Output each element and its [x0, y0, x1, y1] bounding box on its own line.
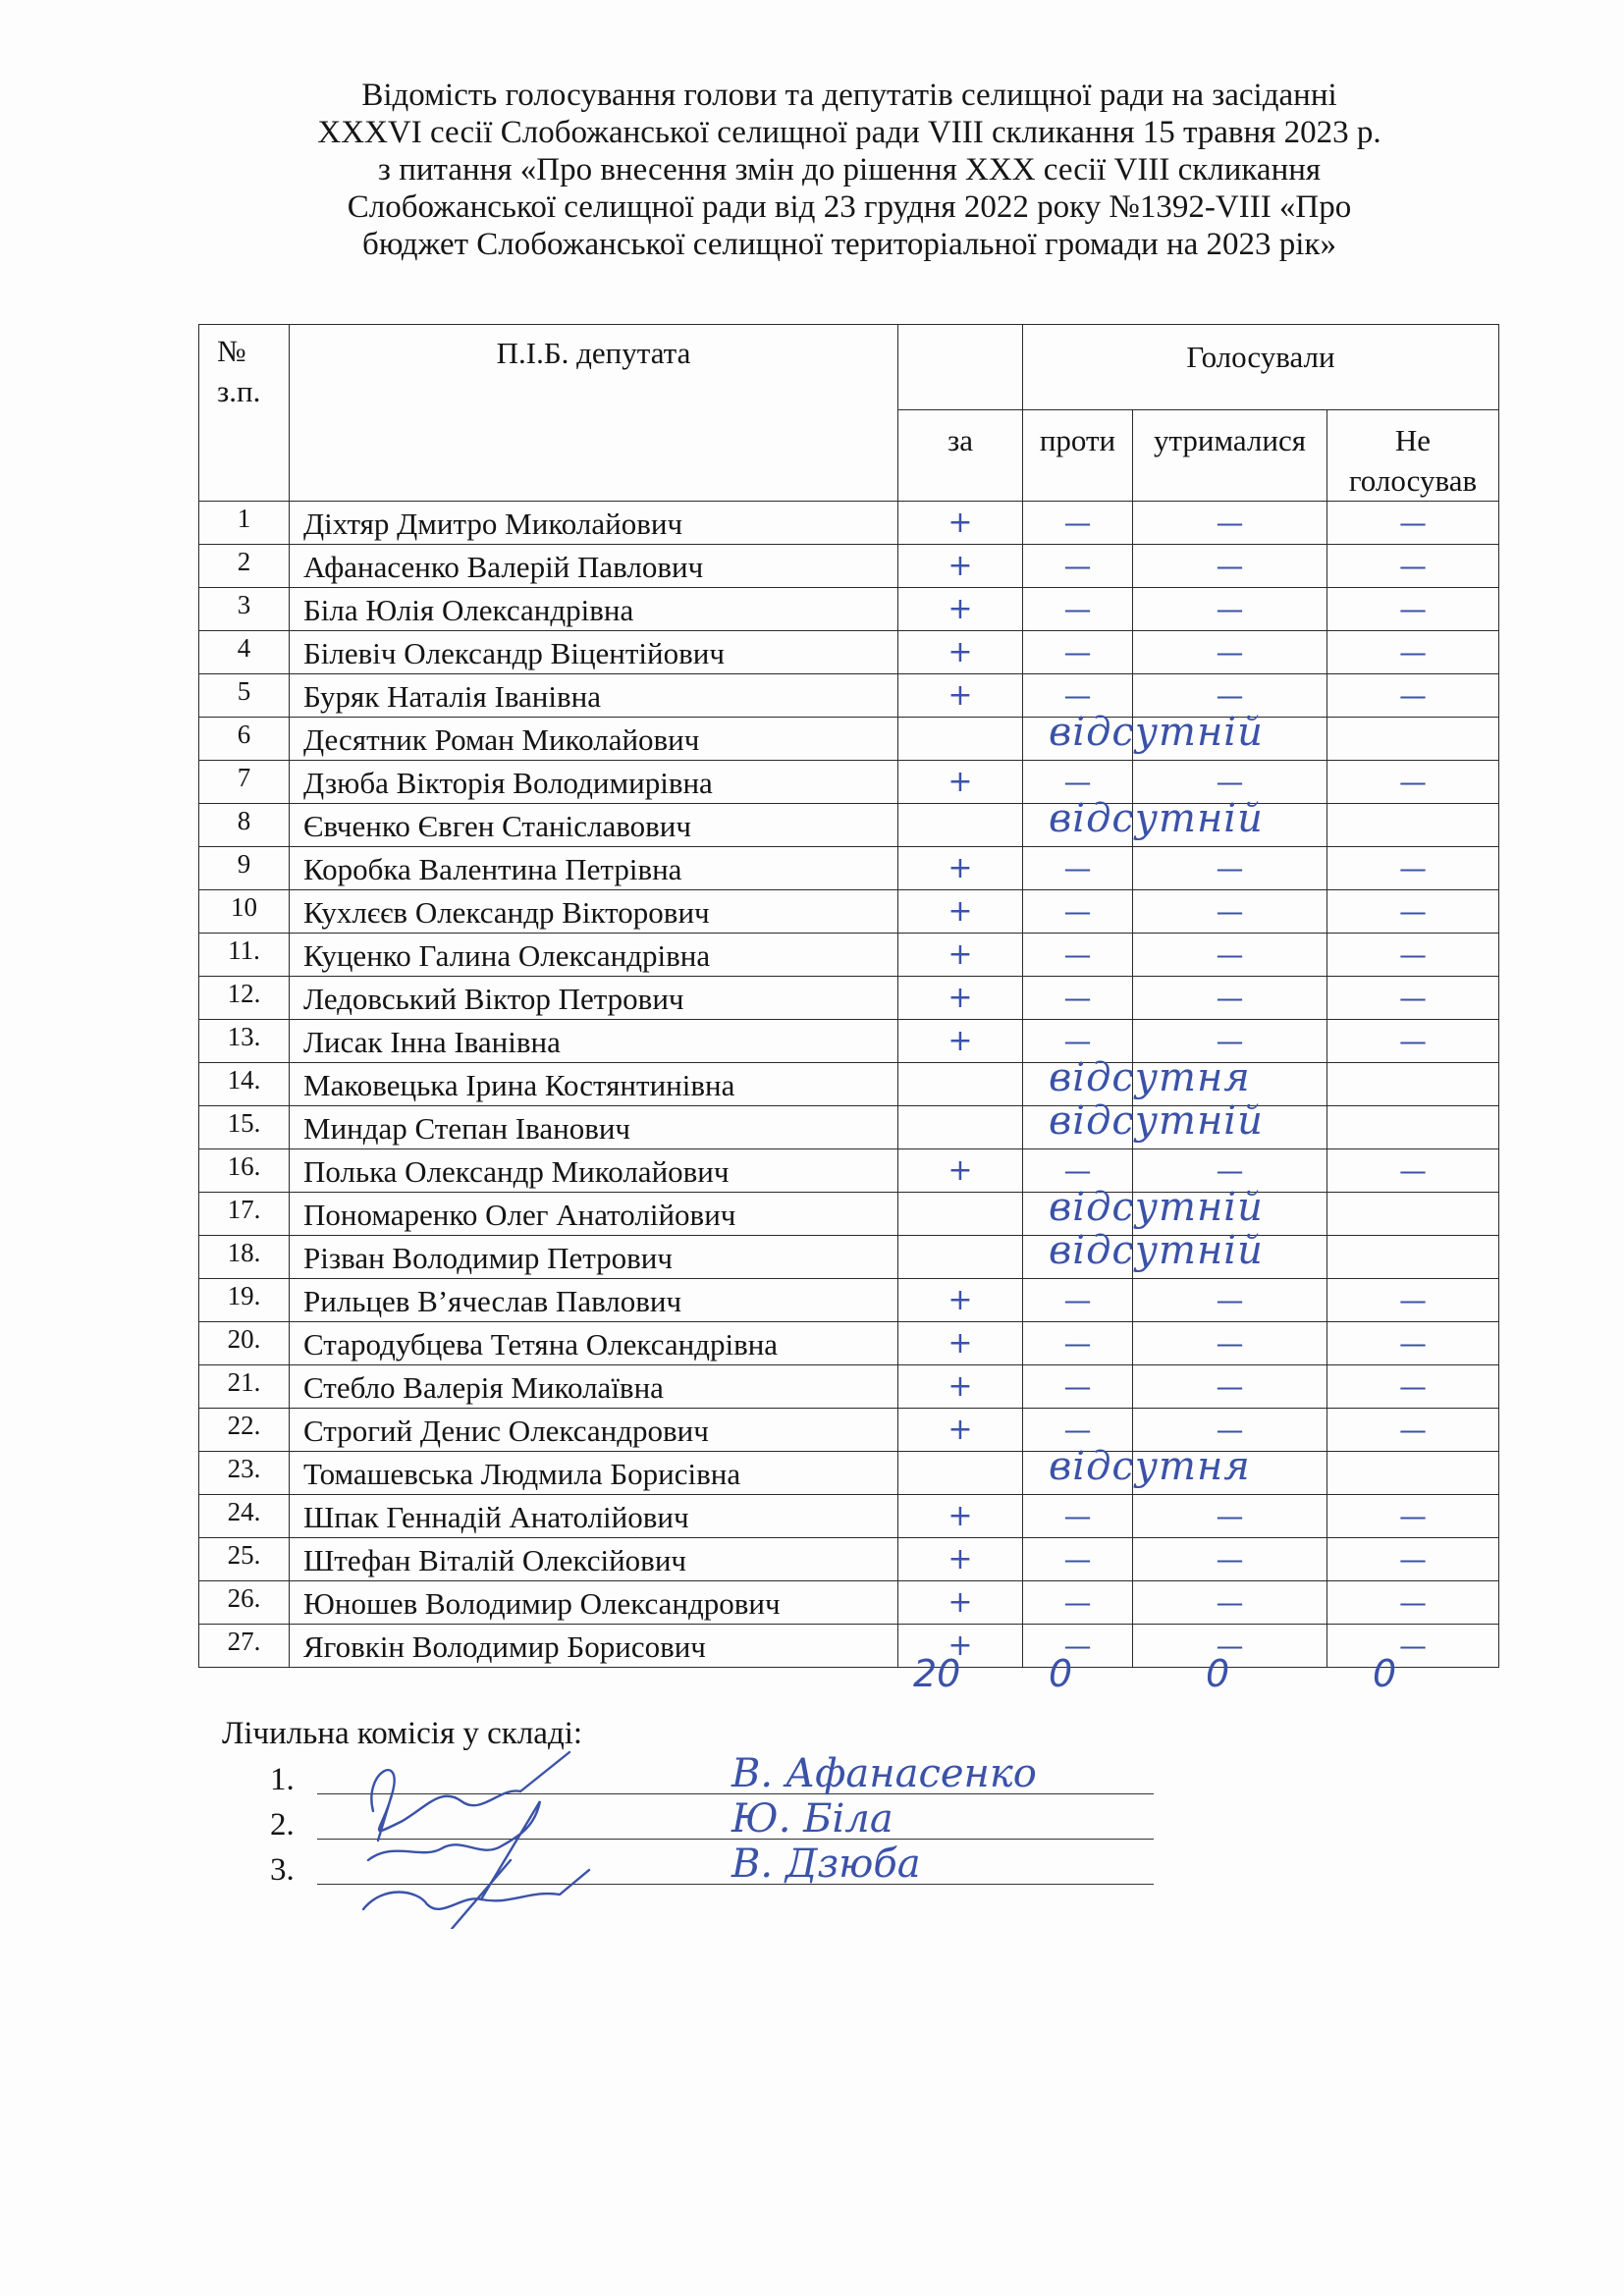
vote-not-voted: [1327, 718, 1499, 761]
vote-not-voted: —: [1327, 934, 1499, 977]
vote-for: +: [898, 545, 1023, 588]
vote-abstained: —: [1133, 631, 1327, 674]
absent-note: відсутня: [1049, 1443, 1251, 1489]
header-name: П.І.Б. депутата: [290, 325, 898, 502]
vote-against: —: [1023, 631, 1133, 674]
vote-not-voted: [1327, 1236, 1499, 1279]
row-num: 6: [199, 718, 290, 761]
deputy-name: Томашевська Людмила Борисівна: [290, 1452, 898, 1495]
table-row: [199, 1106, 1499, 1149]
header-empty: [898, 325, 1023, 410]
vote-abstained: —: [1133, 1409, 1327, 1452]
vote-not-voted: —: [1327, 1409, 1499, 1452]
deputy-name: Стародубцева Тетяна Олександрівна: [290, 1322, 898, 1365]
vote-against: —: [1023, 1365, 1133, 1409]
table-row: [199, 1452, 1499, 1495]
row-num: 25.: [199, 1538, 290, 1581]
vote-for: +: [898, 761, 1023, 804]
deputy-name: Кухлєєв Олександр Вікторович: [290, 890, 898, 934]
deputy-name: Білевіч Олександр Віцентійович: [290, 631, 898, 674]
row-num: 8: [199, 804, 290, 847]
deputy-name: Стебло Валерія Миколаївна: [290, 1365, 898, 1409]
deputy-name: Яговкін Володимир Борисович: [290, 1625, 898, 1668]
vote-for: +: [898, 1322, 1023, 1365]
absent-note: відсутній: [1049, 1227, 1264, 1273]
vote-abstained: —: [1133, 977, 1327, 1020]
table-row: [199, 934, 1499, 977]
table-row: [199, 1193, 1499, 1236]
vote-not-voted: —: [1327, 1322, 1499, 1365]
header-not-voted: Не голосував: [1327, 410, 1499, 502]
row-num: 21.: [199, 1365, 290, 1409]
vote-abstained: —: [1133, 847, 1327, 890]
row-num: 20.: [199, 1322, 290, 1365]
handwritten-signatures: [334, 1733, 668, 1929]
vote-not-voted: —: [1327, 1020, 1499, 1063]
vote-not-voted: [1327, 1193, 1499, 1236]
table-row: [199, 1020, 1499, 1063]
vote-for: +: [898, 502, 1023, 545]
vote-abstained: —: [1133, 1020, 1327, 1063]
deputy-name: Полька Олександр Миколайович: [290, 1149, 898, 1193]
table-row: [199, 674, 1499, 718]
deputy-name: Коробка Валентина Петрівна: [290, 847, 898, 890]
vote-not-voted: —: [1327, 1625, 1499, 1668]
absent-note: відсутній: [1049, 1097, 1264, 1144]
table-row: [199, 545, 1499, 588]
member-name: В. Афанасенко: [731, 1751, 1037, 1796]
vote-for: +: [898, 588, 1023, 631]
member-name: Ю. Біла: [731, 1796, 893, 1842]
title-line-5: бюджет Слобожанської селищної територіальної громади на 2023 рік»: [362, 227, 1336, 262]
vote-not-voted: —: [1327, 890, 1499, 934]
vote-for: [898, 804, 1023, 847]
vote-abstained: —: [1133, 1322, 1327, 1365]
member-num: 3.: [270, 1852, 295, 1888]
vote-for: +: [898, 847, 1023, 890]
deputy-name: Рильцев В’ячеслав Павлович: [290, 1279, 898, 1322]
vote-not-voted: —: [1327, 545, 1499, 588]
vote-against: —: [1023, 1495, 1133, 1538]
deputy-name: Маковецька Ірина Костянтинівна: [290, 1063, 898, 1106]
vote-abstained: —: [1133, 502, 1327, 545]
row-num: 22.: [199, 1409, 290, 1452]
row-num: 18.: [199, 1236, 290, 1279]
vote-against: —: [1023, 1581, 1133, 1625]
vote-abstained: —: [1133, 1495, 1327, 1538]
document-title: [245, 77, 1453, 263]
table-row: [199, 1581, 1499, 1625]
vote-not-voted: [1327, 804, 1499, 847]
deputy-name: Афанасенко Валерій Павлович: [290, 545, 898, 588]
header-for: за: [898, 410, 1023, 502]
vote-against: —: [1023, 1322, 1133, 1365]
absent-note: відсутній: [1049, 1184, 1264, 1230]
vote-not-voted: —: [1327, 761, 1499, 804]
table-row: [199, 1409, 1499, 1452]
absent-note: відсутня: [1049, 1054, 1251, 1100]
deputy-name: Миндар Степан Іванович: [290, 1106, 898, 1149]
row-num: 12.: [199, 977, 290, 1020]
vote-against: —: [1023, 1409, 1133, 1452]
vote-not-voted: [1327, 1063, 1499, 1106]
table-row: [199, 1495, 1499, 1538]
vote-not-voted: [1327, 1106, 1499, 1149]
vote-abstained: —: [1133, 1365, 1327, 1409]
table-row: [199, 1322, 1499, 1365]
vote-against: —: [1023, 1279, 1133, 1322]
row-num: 7: [199, 761, 290, 804]
deputy-name: Юношев Володимир Олександрович: [290, 1581, 898, 1625]
vote-for: +: [898, 934, 1023, 977]
table-row: [199, 631, 1499, 674]
member-num: 1.: [270, 1762, 295, 1797]
vote-not-voted: —: [1327, 674, 1499, 718]
table-row: [199, 1538, 1499, 1581]
vote-for: +: [898, 977, 1023, 1020]
vote-against: —: [1023, 934, 1133, 977]
table-row: [199, 1063, 1499, 1106]
vote-not-voted: —: [1327, 1538, 1499, 1581]
vote-not-voted: —: [1327, 1279, 1499, 1322]
vote-for: [898, 1106, 1023, 1149]
vote-not-voted: —: [1327, 847, 1499, 890]
row-num: 4: [199, 631, 290, 674]
deputy-name: Буряк Наталія Іванівна: [290, 674, 898, 718]
vote-not-voted: —: [1327, 1365, 1499, 1409]
title-line-2: XXXVI сесії Слобожанської селищної ради VIII скликання 15 травня 2023 р.: [317, 115, 1381, 150]
vote-against: —: [1023, 1625, 1133, 1668]
row-num: 5: [199, 674, 290, 718]
vote-for: [898, 1452, 1023, 1495]
header-abstained: утрималися: [1133, 410, 1327, 502]
total-against: 0: [1049, 1652, 1073, 1695]
row-num: 27.: [199, 1625, 290, 1668]
vote-abstained: —: [1133, 890, 1327, 934]
vote-against: —: [1023, 1149, 1133, 1193]
member-name: В. Дзюба: [731, 1842, 921, 1887]
table-row: [199, 977, 1499, 1020]
vote-abstained: —: [1133, 1538, 1327, 1581]
vote-for: +: [898, 674, 1023, 718]
vote-for: [898, 1236, 1023, 1279]
table-row: [199, 1365, 1499, 1409]
deputy-name: Біла Юлія Олександрівна: [290, 588, 898, 631]
vote-for: +: [898, 890, 1023, 934]
deputy-name: Штефан Віталій Олексійович: [290, 1538, 898, 1581]
row-num: 17.: [199, 1193, 290, 1236]
vote-against: —: [1023, 1538, 1133, 1581]
vote-for: +: [898, 1279, 1023, 1322]
vote-for: +: [898, 1020, 1023, 1063]
vote-against: —: [1023, 588, 1133, 631]
table-row: [199, 502, 1499, 545]
table-row: [199, 761, 1499, 804]
vote-for: +: [898, 1365, 1023, 1409]
vote-not-voted: —: [1327, 1581, 1499, 1625]
deputy-name: Дзюба Вікторія Володимирівна: [290, 761, 898, 804]
title-line-1: Відомість голосування голови та депутатів селищної ради на засіданні: [361, 78, 1337, 113]
title-line-4: Слобожанської селищної ради від 23 грудня 2022 року №1392-VIII «Про: [347, 189, 1352, 225]
total-abstained: 0: [1206, 1652, 1230, 1695]
vote-for: +: [898, 1495, 1023, 1538]
vote-abstained: —: [1133, 1279, 1327, 1322]
vote-abstained: —: [1133, 934, 1327, 977]
deputy-name: Євченко Євген Станіславович: [290, 804, 898, 847]
deputy-name: Пономаренко Олег Анатолійович: [290, 1193, 898, 1236]
header-num: № з.п.: [199, 325, 290, 502]
table-row: [199, 1236, 1499, 1279]
deputy-name: Десятник Роман Миколайович: [290, 718, 898, 761]
header-row-1: [199, 325, 1499, 410]
header-against: проти: [1023, 410, 1133, 502]
row-num: 1: [199, 502, 290, 545]
total-for: 20: [913, 1652, 961, 1695]
vote-not-voted: —: [1327, 631, 1499, 674]
vote-for: +: [898, 1625, 1023, 1668]
vote-abstained: —: [1133, 1625, 1327, 1668]
deputy-name: Різван Володимир Петрович: [290, 1236, 898, 1279]
vote-for: [898, 1063, 1023, 1106]
vote-abstained: —: [1133, 1149, 1327, 1193]
vote-abstained: —: [1133, 1581, 1327, 1625]
vote-not-voted: —: [1327, 588, 1499, 631]
table-row: [199, 1279, 1499, 1322]
voting-table: [198, 324, 1499, 1668]
vote-against: —: [1023, 761, 1133, 804]
vote-for: +: [898, 1149, 1023, 1193]
deputy-name: Строгий Денис Олександрович: [290, 1409, 898, 1452]
row-num: 13.: [199, 1020, 290, 1063]
deputy-name: Лисак Інна Іванівна: [290, 1020, 898, 1063]
vote-for: +: [898, 1409, 1023, 1452]
row-num: 14.: [199, 1063, 290, 1106]
vote-not-voted: —: [1327, 977, 1499, 1020]
vote-against: —: [1023, 674, 1133, 718]
vote-against: —: [1023, 545, 1133, 588]
table-row: [199, 588, 1499, 631]
vote-against: —: [1023, 502, 1133, 545]
vote-not-voted: —: [1327, 1495, 1499, 1538]
deputy-name: Шпак Геннадій Анатолійович: [290, 1495, 898, 1538]
row-num: 23.: [199, 1452, 290, 1495]
vote-abstained: —: [1133, 588, 1327, 631]
member-num: 2.: [270, 1807, 295, 1842]
totals-row: [0, 1652, 1624, 1699]
row-num: 10: [199, 890, 290, 934]
vote-against: —: [1023, 847, 1133, 890]
vote-abstained: —: [1133, 761, 1327, 804]
vote-abstained: —: [1133, 545, 1327, 588]
vote-against: —: [1023, 1020, 1133, 1063]
row-num: 24.: [199, 1495, 290, 1538]
vote-for: +: [898, 1581, 1023, 1625]
vote-abstained: —: [1133, 674, 1327, 718]
deputy-name: Ледовський Віктор Петрович: [290, 977, 898, 1020]
vote-against: —: [1023, 890, 1133, 934]
vote-for: [898, 1193, 1023, 1236]
table-row: [199, 718, 1499, 761]
vote-for: +: [898, 631, 1023, 674]
vote-not-voted: —: [1327, 1149, 1499, 1193]
row-num: 9: [199, 847, 290, 890]
row-num: 19.: [199, 1279, 290, 1322]
row-num: 3: [199, 588, 290, 631]
commission-label: Лічильна комісія у складі:: [222, 1716, 583, 1751]
vote-for: [898, 718, 1023, 761]
table-row: [199, 1149, 1499, 1193]
absent-note: відсутній: [1049, 795, 1264, 841]
row-num: 2: [199, 545, 290, 588]
table-row: [199, 847, 1499, 890]
vote-not-voted: —: [1327, 502, 1499, 545]
row-num: 15.: [199, 1106, 290, 1149]
title-line-3: з питання «Про внесення змін до рішення ХХХ сесії VIII скликання: [377, 152, 1322, 187]
deputy-name: Діхтяр Дмитро Миколайович: [290, 502, 898, 545]
row-num: 16.: [199, 1149, 290, 1193]
row-num: 11.: [199, 934, 290, 977]
vote-not-voted: [1327, 1452, 1499, 1495]
vote-for: +: [898, 1538, 1023, 1581]
row-num: 26.: [199, 1581, 290, 1625]
absent-note: відсутній: [1049, 709, 1264, 755]
deputy-name: Куценко Галина Олександрівна: [290, 934, 898, 977]
vote-against: —: [1023, 977, 1133, 1020]
header-voted: Голосували: [1023, 325, 1499, 410]
total-not-voted: 0: [1373, 1652, 1397, 1695]
table-row: [199, 804, 1499, 847]
table-row: [199, 890, 1499, 934]
